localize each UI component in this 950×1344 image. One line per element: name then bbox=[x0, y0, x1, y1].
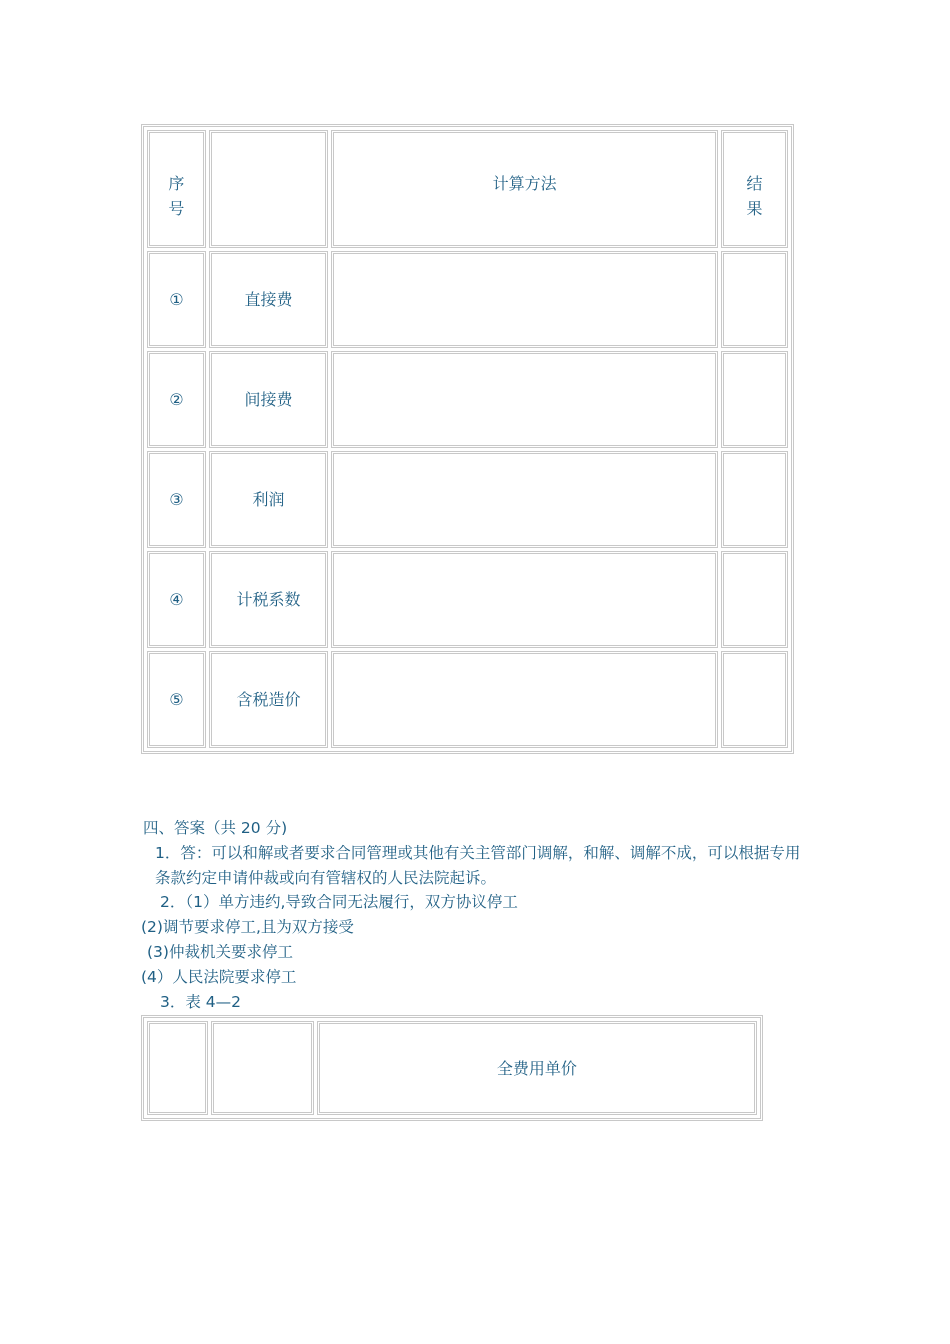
t2-cell-1 bbox=[147, 1021, 208, 1115]
answer-2-line-2: (2)调节要求停工,且为双方接受 bbox=[141, 918, 354, 937]
header-seq: 序号 bbox=[168, 174, 185, 218]
row-result bbox=[721, 451, 788, 548]
t2-cell-unit-price: 全费用单价 bbox=[317, 1021, 757, 1115]
row-item: 间接费 bbox=[209, 351, 329, 448]
row-result bbox=[721, 651, 788, 748]
header-result: 结果 bbox=[746, 174, 763, 218]
row-seq: ① bbox=[147, 251, 206, 348]
cost-calculation-table bbox=[141, 124, 794, 754]
answers-heading: 四、答案（共 20 分) bbox=[143, 819, 288, 837]
answer-3: 3．表 4—2 bbox=[160, 992, 242, 1011]
header-item-cell bbox=[209, 130, 329, 248]
table-row bbox=[147, 651, 788, 748]
answer-2-line-1: 2．（1）单方违约,导致合同无法履行，双方协议停工 bbox=[160, 893, 518, 912]
row-result bbox=[721, 551, 788, 648]
answer-2-line-3: (3)仲裁机关要求停工 bbox=[147, 942, 293, 961]
table-row bbox=[147, 451, 788, 548]
header-method: 计算方法 bbox=[492, 174, 557, 193]
row-method bbox=[331, 651, 718, 748]
row-item: 直接费 bbox=[209, 251, 329, 348]
table-4-2 bbox=[141, 1015, 763, 1121]
table-row bbox=[147, 251, 788, 348]
row-seq: ⑤ bbox=[147, 651, 206, 748]
row-seq: ② bbox=[147, 351, 206, 448]
header-method-cell bbox=[331, 130, 718, 248]
row-method bbox=[331, 251, 718, 348]
header-seq-cell bbox=[147, 130, 206, 248]
row-item: 计税系数 bbox=[209, 551, 329, 648]
row-method bbox=[331, 551, 718, 648]
answer-1: 1．答：可以和解或者要求合同管理或其他有关主管部门调解，和解、调解不成，可以根据专用条款约定申请仲裁或向有管辖权的人民法院起诉。 bbox=[155, 843, 801, 887]
row-item: 含税造价 bbox=[209, 651, 329, 748]
table-row bbox=[147, 1021, 757, 1115]
t2-cell-2 bbox=[211, 1021, 314, 1115]
row-method bbox=[331, 451, 718, 548]
row-seq: ④ bbox=[147, 551, 206, 648]
row-item: 利润 bbox=[209, 451, 329, 548]
row-method bbox=[331, 351, 718, 448]
answer-2-line-4: (4）人民法院要求停工 bbox=[141, 967, 297, 986]
table-row bbox=[147, 551, 788, 648]
row-result bbox=[721, 251, 788, 348]
header-result-cell bbox=[721, 130, 788, 248]
row-seq: ③ bbox=[147, 451, 206, 548]
answers-section bbox=[143, 816, 813, 1014]
row-result bbox=[721, 351, 788, 448]
table-row bbox=[147, 351, 788, 448]
table-header-row bbox=[147, 130, 788, 248]
